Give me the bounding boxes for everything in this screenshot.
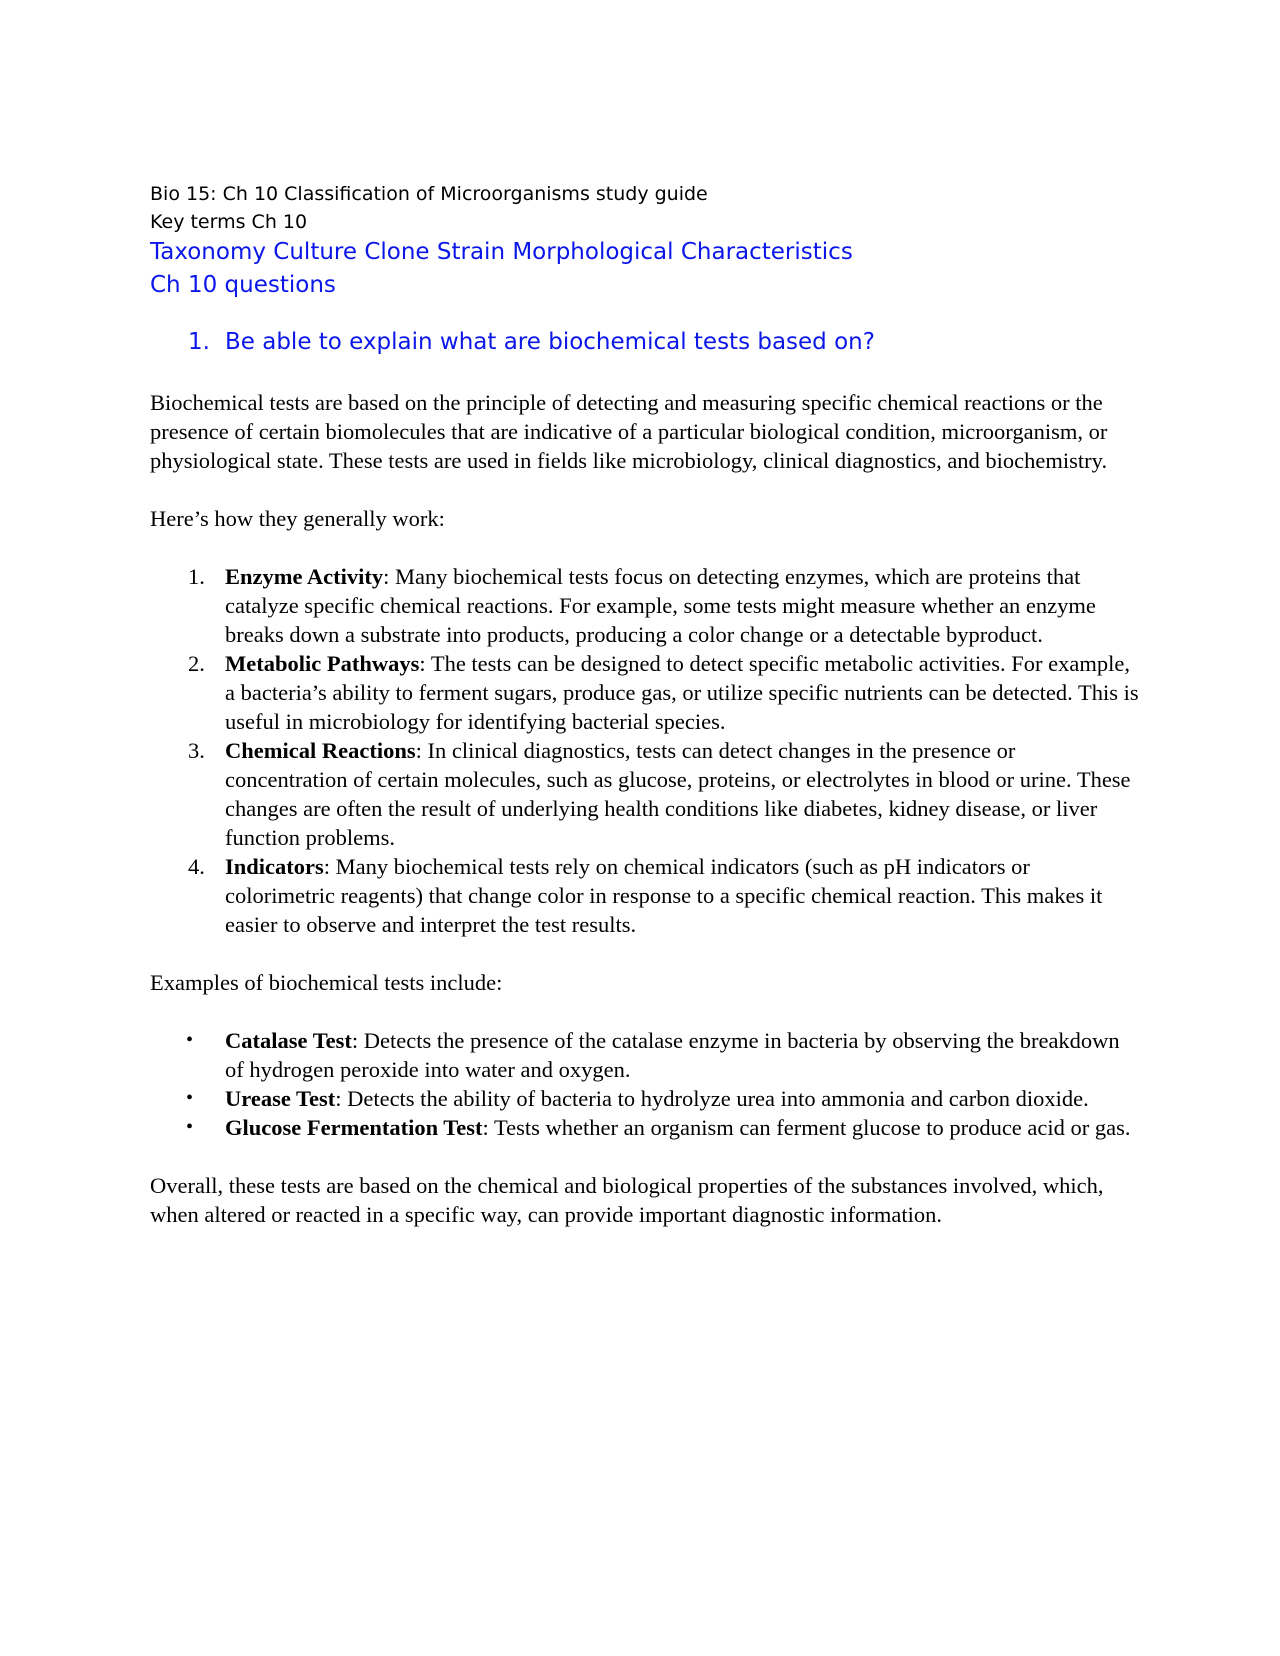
list-item-text: : Many biochemical tests rely on chemical indicators (such as pH indicators or colorimetric reagents) that change color in response to a specific chemical reaction. This makes it easier to observe and interpret the test results. — [225, 854, 1103, 937]
numbered-list — [150, 562, 1140, 939]
bullet-item-term: Catalase Test — [225, 1028, 352, 1053]
examples-heading: Examples of biochemical tests include: — [150, 970, 503, 995]
question-text: Be able to explain what are biochemical tests based on? — [225, 329, 875, 355]
list-item-term: Enzyme Activity — [225, 564, 384, 589]
bullet-item-text: : Tests whether an organism can ferment glucose to produce acid or gas. — [482, 1115, 1131, 1140]
list-item-number: 4. — [188, 854, 205, 879]
list-item-term: Chemical Reactions — [225, 738, 416, 763]
list-item-text: : The tests can be designed to detect specific metabolic activities. For example, a bacteria’s ability to ferment sugars, produce gas, or utilize specific nutrients can be detected. This is useful in microbiology for identifying bacterial species. — [225, 651, 1139, 734]
how-heading: Here’s how they generally work: — [150, 506, 445, 531]
bullet-item — [150, 1084, 1140, 1113]
list-item — [150, 852, 1140, 939]
bullet-item — [150, 1113, 1140, 1142]
bullet-marker: • — [186, 1029, 194, 1051]
question-number: 1. — [188, 329, 210, 355]
bullet-item — [150, 1026, 1140, 1084]
questions-heading: Ch 10 questions — [150, 272, 336, 298]
bullet-marker: • — [186, 1116, 194, 1138]
key-terms-list: Taxonomy Culture Clone Strain Morphological Characteristics — [150, 239, 853, 265]
list-item-text: : In clinical diagnostics, tests can detect changes in the presence or concentration of certain molecules, such as glucose, proteins, or electrolytes in blood or urine. These changes are often the result of underlying health conditions like diabetes, kidney disease, or liver function problems. — [225, 738, 1131, 850]
bullet-list — [150, 1026, 1140, 1142]
key-terms-heading: Key terms Ch 10 — [150, 211, 308, 233]
bullet-item-text: : Detects the ability of bacteria to hydrolyze urea into ammonia and carbon dioxide. — [335, 1086, 1089, 1111]
list-item-number: 1. — [188, 564, 205, 589]
document-page — [150, 180, 1140, 1229]
list-item-term: Indicators — [225, 854, 324, 879]
bullet-item-term: Urease Test — [225, 1086, 336, 1111]
question-item — [150, 326, 1140, 358]
intro-paragraph: Biochemical tests are based on the principle of detecting and measuring specific chemical reactions or the presence of certain biomolecules that are indicative of a particular biological condition, microorganism, or physiological state. These tests are used in fields like microbiology, clinical diagnostics, and biochemistry. — [150, 390, 1108, 473]
bullet-marker: • — [186, 1087, 194, 1109]
list-item-term: Metabolic Pathways — [225, 651, 420, 676]
document-title: Bio 15: Ch 10 Classification of Microorganisms study guide — [150, 183, 708, 205]
list-item — [150, 649, 1140, 736]
list-item — [150, 736, 1140, 852]
bullet-item-text: : Detects the presence of the catalase enzyme in bacteria by observing the breakdown of hydrogen peroxide into water and oxygen. — [225, 1028, 1120, 1082]
conclusion-paragraph: Overall, these tests are based on the chemical and biological properties of the substances involved, which, when altered or reacted in a specific way, can provide important diagnostic information. — [150, 1173, 1104, 1227]
list-item-number: 2. — [188, 651, 205, 676]
list-item — [150, 562, 1140, 649]
bullet-item-term: Glucose Fermentation Test — [225, 1115, 483, 1140]
list-item-number: 3. — [188, 738, 205, 763]
list-item-text: : Many biochemical tests focus on detecting enzymes, which are proteins that catalyze specific chemical reactions. For example, some tests might measure whether an enzyme breaks down a substrate into products, producing a color change or a detectable byproduct. — [225, 564, 1096, 647]
